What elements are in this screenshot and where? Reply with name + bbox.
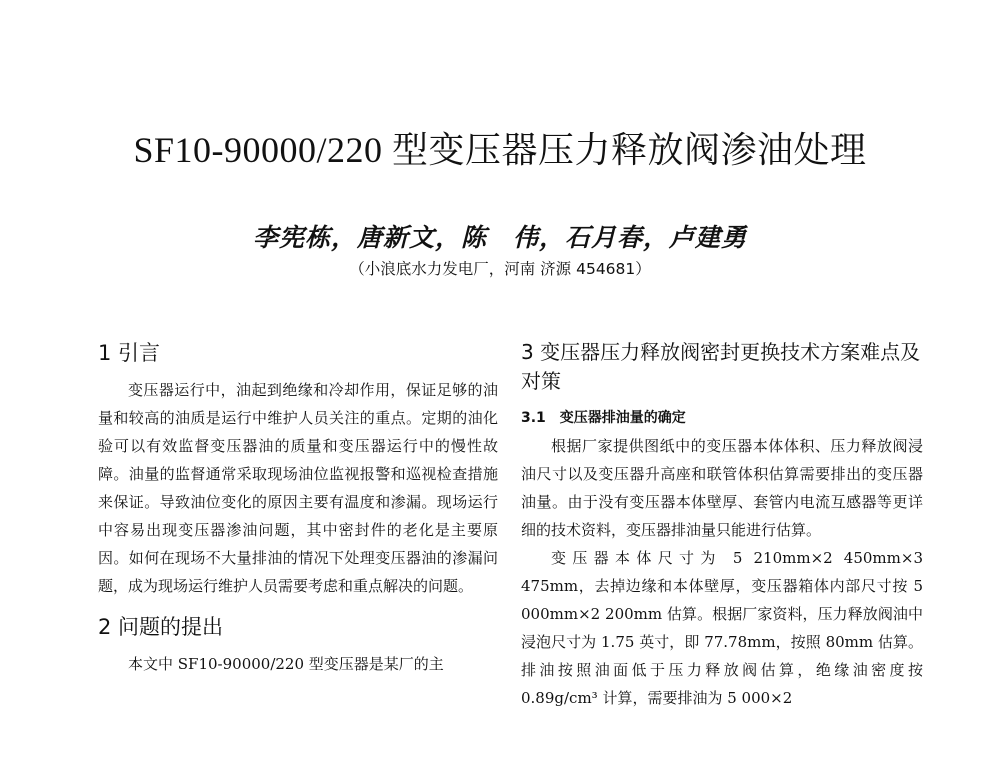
left-column (98, 338, 498, 678)
paper-title: SF10-90000/220 型变压器压力释放阀渗油处理 (133, 130, 867, 170)
paragraph-oil-volume-estimate: 根据厂家提供图纸中的变压器本体体积、压力释放阀浸油尺寸以及变压器升高座和联管体积估算需要排出的变压器油量。由于没有变压器本体壁厚、套管内电流互感器等更详细的技术资料，变压器排油量只能进行估算。 (521, 437, 923, 539)
paper-authors: 李宪栋，唐新文，陈 伟，石月春，卢建勇 (252, 223, 747, 252)
section-body-introduction: 变压器运行中，油起到绝缘和冷却作用，保证足够的油量和较高的油质是运行中维护人员关注的重点。定期的油化验可以有效监督变压器油的质量和变压器运行中的慢性故障。油量的监督通常采取现场油位监视报警和巡视检查措施来保证。导致油位变化的原因主要有温度和渗漏。现场运行中容易出现变压器渗油问题，其中密封件的老化是主要原因。如何在现场不大量排油的情况下处理变压器油的渗漏问题，成为现场运行维护人员需要考虑和重点解决的问题。 (98, 381, 498, 595)
section-heading-difficulties: 3 变压器压力释放阀密封更换技术方案难点及对策 (521, 340, 921, 393)
section-heading-introduction: 1 引言 (98, 341, 161, 365)
paragraph-transformer-dimensions: 变压器本体尺寸为 5 210mm×2 450mm×3 475mm，去掉边缘和本体壁厚，变压器箱体内部尺寸按 5 000mm×2 200mm 估算。根据厂家资料，压力释放阀油中浸泡尺寸为 1.75 英寸，即 77.78mm，按照 80mm 估算。排油按照油面低于压力释放阀估算，绝缘油密度按 0.89g/cm³ 计算，需要排油为 5 000×2 (521, 549, 923, 707)
right-column (521, 338, 923, 712)
subsection-heading-oil-drain: 3.1 变压器排油量的确定 (521, 410, 686, 426)
section-body-problem: 本文中 SF10-90000/220 型变压器是某厂的主 (128, 655, 444, 673)
section-heading-problem: 2 问题的提出 (98, 615, 224, 639)
paper-affiliation: （小浪底水力发电厂，河南 济源 454681） (349, 260, 651, 278)
